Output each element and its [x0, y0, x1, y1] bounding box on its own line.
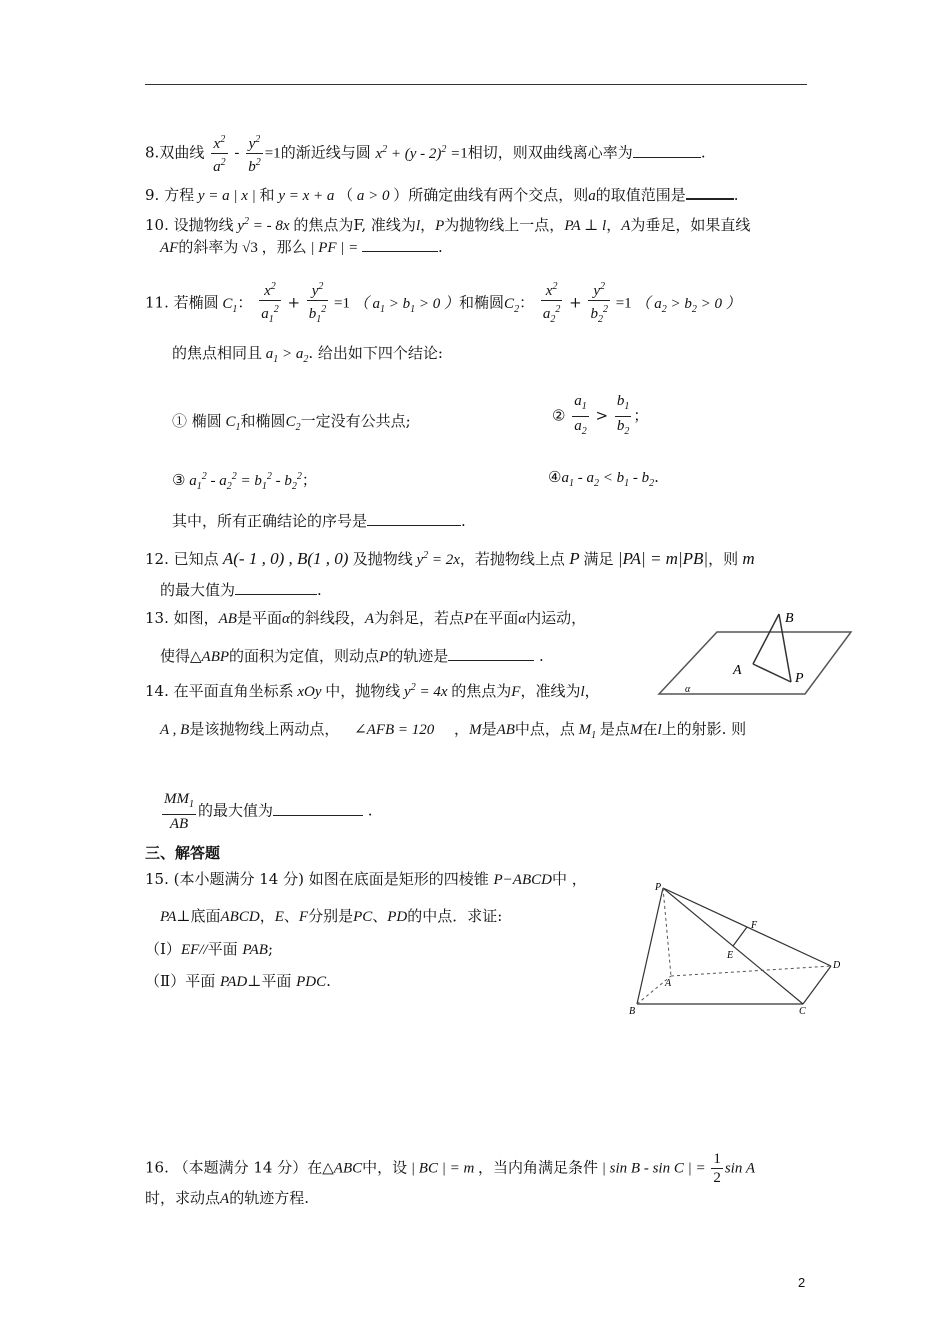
edge-cd: [803, 966, 831, 1004]
segment-ab: [753, 614, 779, 664]
segment-ap: [753, 664, 791, 682]
label-alpha: α: [685, 684, 691, 695]
problem-12-line2: 的最大值为 .: [160, 581, 322, 599]
header-rule: [145, 84, 807, 85]
problem-16-line1: 16. （本题满分 14 分）在△ABC中，设 | BC | = m ，当内角满足条件 | sin B - sin C | = $\frac{1}{2}$ sin A: [145, 1151, 755, 1186]
label-b: B: [629, 1006, 636, 1017]
problem-10-line2: AF的斜率为 √3 ，那么 | PF | = .: [160, 238, 443, 256]
problem-15-part2: （Ⅱ）平面 PAD⊥平面 PDC.: [145, 972, 331, 990]
problem-11-line2: 的焦点相同且 $a_1 > a_2$. 给出如下四个结论:: [172, 344, 443, 365]
problem-11-question: 其中，所有正确结论的序号是 .: [172, 512, 466, 530]
problem-10-line1: 10. 设抛物线 $y^2$ = - 8x 的焦点为F, 准线为l，P为抛物线上一点，PA ⊥ l，A为垂足，如果直线: [145, 216, 751, 234]
problem-12-line1: 12. 已知点 A(- 1 , 0) , B(1 , 0) 及抛物线 $y^2 = 2x$，若抛物线上点 P 满足 |PA| = m|PB|，则 m: [145, 549, 755, 568]
problem-11-line1: 11. 若椭圆 $C_1$： $\frac{x^2}{a_1^2}$ + $\frac{y^2}{b_1^2}$ =1 （ $a_1 > b_1 > 0$ ）和椭圆$C_2$： $\frac{x^2}{a_2^2}$ + $\frac{y^2}{b_2^2}$ =1 （ $a_2 > b_2 > 0$ ）: [145, 278, 741, 329]
problem-15-line2: PA⊥底面ABCD，E、F分别是PC、PD的中点．求证:: [160, 907, 503, 925]
label-a: A: [733, 663, 742, 678]
label-e: E: [727, 950, 734, 961]
edge-ad: [671, 966, 831, 976]
problem-14-line1: 14. 在平面直角坐标系 xOy 中，抛物线 $y^2 = 4x$ 的焦点为F，准线为l，: [145, 682, 600, 700]
problem-11-conclusion-3: ③ $a_1^2 - a_2^2 = b_1^2 - b_2^2$；: [172, 471, 317, 492]
pyramid-figure: [625, 880, 850, 1020]
problem-11-conclusion-1: ① 椭圆 $C_1$和椭圆$C_2$一定没有公共点;: [172, 412, 411, 433]
problem-11-conclusion-2: ② $\frac{a_1}{a_2}$ > $\frac{b_1}{b_2}$ ；: [552, 392, 648, 441]
label-p: P: [655, 882, 662, 893]
problem-16-line2: 时，求动点A的轨迹方程.: [145, 1189, 309, 1207]
problem-13-line1: 13. 如图，AB是平面α的斜线段，A为斜足，若点P在平面α内运动，: [145, 609, 587, 627]
page-number: 2: [798, 1275, 806, 1290]
problem-11-conclusion-4: $④a_1 - a_2 < b_1 - b_2$.: [548, 468, 659, 489]
label-f: F: [751, 920, 758, 931]
problem-15-line1: 15. (本小题满分 14 分) 如图在底面是矩形的四棱锥 P−ABCD中 ，: [145, 870, 587, 888]
edge-pa: [663, 888, 671, 976]
label-a: A: [665, 978, 672, 989]
problem-9: 9. 方程 y = a | x | 和 y = x + a （ a > 0 ）所确定曲线有两个交点，则a的取值范围是 .: [145, 186, 739, 204]
label-b: B: [785, 611, 794, 626]
problem-14-line3: $\frac{MM_1}{AB}$ 的最大值为 .: [164, 791, 373, 832]
segment-ef: [733, 927, 747, 946]
label-p: P: [795, 671, 804, 686]
problem-15-part1: （Ⅰ）EF//平面 PAB;: [145, 940, 274, 958]
label-c: C: [799, 1006, 806, 1017]
plane-figure: [655, 604, 855, 700]
section-heading: 三、解答题: [145, 844, 221, 862]
edge-pb: [637, 888, 663, 1004]
problem-13-line2: 使得△ABP的面积为定值，则动点P的轨迹是 .: [160, 647, 544, 665]
label-d: D: [833, 960, 841, 971]
problem-8: 8.双曲线 $\frac{x^2}{a^2}$ - $\frac{y^2}{b^2}$ =1的渐近线与圆 $x^2 + (y - 2)^2 =1$相切，则双曲线离心率为 .: [145, 134, 706, 175]
problem-14-line2: A , B是该抛物线上两动点， ∠AFB = 120 ，M是AB中点，点 $M_1$ 是点M在l上的射影. 则: [160, 720, 747, 741]
